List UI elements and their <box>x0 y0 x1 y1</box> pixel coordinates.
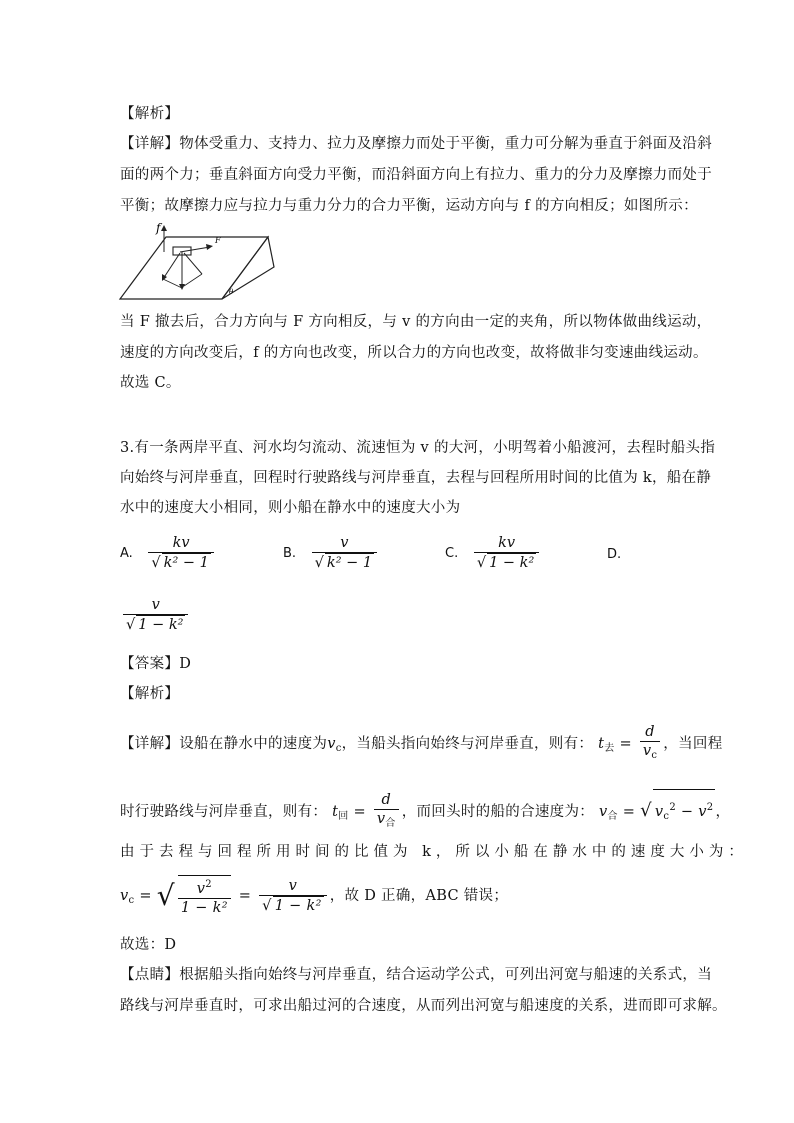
option-c-root: √ <box>476 555 487 571</box>
option-d-label: D. <box>607 546 622 562</box>
equals-1: = <box>619 736 632 752</box>
option-b-denominator: k² − 1 <box>326 555 373 571</box>
option-b-label: B. <box>283 545 297 561</box>
detail-line-1: 【详解】物体受重力、支持力、拉力及摩擦力而处于平衡，重力可分解为垂直于斜面及沿斜 <box>120 136 712 152</box>
q3-detail-1-pre: 【详解】设船在静水中的速度为 <box>120 736 328 752</box>
option-c-denominator: 1 − k² <box>489 555 535 571</box>
option-d-denominator: 1 − k² <box>138 617 184 633</box>
v-over-sqrt: $\frac{v}{\text{√ 1 − k²}}$ <box>259 877 327 915</box>
q3-analysis-heading: 【解析】 <box>120 686 180 702</box>
option-a-label: A. <box>120 545 133 561</box>
after-line-3: 故选 C。 <box>120 375 181 391</box>
q3-detail-line-2: 时行驶路线与河岸垂直，则有： $t_回$ = $\frac{d}{v_合}$ ，而回头时的船的合速度为： $v_合$ = √ $v_c^2 - v^2$ ， <box>120 789 730 835</box>
option-d-root: √ <box>126 617 136 633</box>
q3-stem-line-1: 3.有一条两岸平直、河水均匀流动、流速恒为 v 的大河，小明驾着小船渡河，去程时船头指 <box>120 440 716 456</box>
F-label: F <box>215 236 221 245</box>
vc-result: $v_c$ <box>120 888 135 906</box>
option-b-root: √ <box>314 555 324 571</box>
v2-over-1mk2: $\frac{v^2}{\text{1 − k²}}$ <box>178 875 231 917</box>
analysis-heading: 【解析】 <box>120 106 180 122</box>
comment-line-1: 【点睛】根据船头指向始终与河岸垂直，结合运动学公式，可列出河宽与船速的关系式，当 <box>120 967 712 983</box>
d-over-vc: $\frac{d}{v_c}$ <box>640 723 660 765</box>
option-d-label-wrap <box>607 546 629 562</box>
q3-detail-2-mid: ，而回头时的船的合速度为： <box>401 804 595 820</box>
d-over-vhe: $\frac{d}{v_合}$ <box>374 791 399 833</box>
q3-detail-line-1 <box>120 723 723 767</box>
q3-stem-line-2: 向始终与河岸垂直，回程时行驶路线与河岸垂直，去程与回程所用时间的比值为 k，船在静 <box>120 470 712 486</box>
answer: 【答案】D <box>120 656 192 672</box>
comment-line-2: 路线与河岸垂直时，可求出船过河的合速度，从而列出河宽与船速度的关系，进而即可求解。 <box>120 998 727 1014</box>
final-choice: 故选：D <box>120 937 177 953</box>
q3-detail-1-post: ，当回程 <box>663 736 723 752</box>
incline-force-diagram <box>118 222 278 304</box>
f-label: f <box>156 222 161 235</box>
option-b-numerator: v <box>312 534 377 553</box>
q3-detail-line-3: 由于去程与回程所用时间的比值为 k，所以小船在静水中的速度大小为： <box>120 844 748 860</box>
detail-line-2: 面的两个力；垂直斜面方向受力平衡，而沿斜面方向上有拉力、重力的分力及摩擦力而处于 <box>120 167 712 183</box>
q3-detail-4-post: ，故 D 正确，ABC 错误； <box>329 888 509 904</box>
vc-symbol: $v_c$ <box>327 736 342 754</box>
theta-label: θ <box>229 288 234 296</box>
after-line-2: 速度的方向改变后，f 的方向也改变，所以合力的方向也改变，故将做非匀变速曲线运动。 <box>120 345 708 361</box>
detail-line-3: 平衡；故摩擦力应与拉力与重力分力的合力平衡，运动方向与 f 的方向相反；如图所示： <box>120 198 698 214</box>
option-a <box>120 534 217 572</box>
t-back-symbol: $t_回$ <box>332 804 349 822</box>
option-d <box>120 596 191 634</box>
q3-detail-line-4: $v_c$ = √ $\frac{v^2}{\text{1 − k²}}$ = $\frac{v}{\text{√ 1 − k²}}$ ，故 D 正确，ABC 错误； <box>120 871 508 926</box>
v-he-formula: $v_合$ = √ $v_c^2 - v^2$ <box>599 804 715 820</box>
t-go-symbol: $t_去$ <box>598 736 615 754</box>
q3-detail-2-pre: 时行驶路线与河岸垂直，则有： <box>120 804 328 820</box>
option-d-numerator: v <box>123 596 188 615</box>
option-b <box>283 534 380 572</box>
option-c <box>445 534 542 572</box>
option-a-numerator: kv <box>148 534 213 553</box>
option-a-root: √ <box>151 555 161 571</box>
option-c-numerator: kv <box>474 534 539 553</box>
q3-stem-line-3: 水中的速度大小相同，则小船在静水中的速度大小为 <box>120 500 461 516</box>
after-line-1: 当 F 撤去后，合力方向与 F 方向相反，与 v 的方向由一定的夹角，所以物体做曲线运动， <box>120 314 712 330</box>
option-c-label: C. <box>445 545 459 561</box>
option-a-denominator: k² − 1 <box>163 555 209 571</box>
q3-detail-1-mid: ，当船头指向始终与河岸垂直，则有： <box>341 736 594 752</box>
